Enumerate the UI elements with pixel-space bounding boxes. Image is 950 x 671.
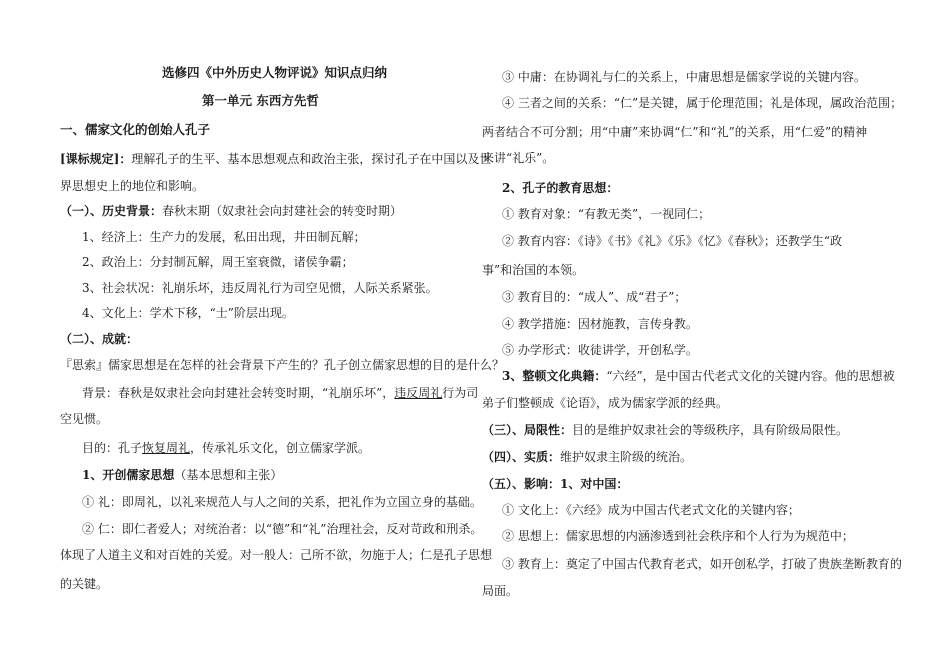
section-heading-confucius: 一、儒家文化的创始人孔子 bbox=[60, 122, 211, 137]
unit-heading: 第一单元 东西方先哲 bbox=[202, 93, 319, 108]
relation-item-cont: 两者结合不可分割；用“中庸”来协调“仁”和“礼”的关系，用“仁爱”的精神 bbox=[482, 125, 868, 139]
limitation bbox=[482, 422, 848, 438]
relation-item-cont: 来讲“礼乐”。 bbox=[482, 151, 555, 165]
thought-heading-note: （基本思想和主张） bbox=[174, 468, 283, 482]
classics-heading: 3、整顿文化典籍： bbox=[502, 369, 607, 383]
background-text: 春秋末期（奴隶社会向封建社会的转变时期） bbox=[162, 204, 403, 218]
education-item: ④ 教学措施：因材施教，言传身教。 bbox=[502, 317, 698, 331]
ren-item-cont: 体现了人道主义和对百姓的关爱。对一般人：己所不欲，勿施于人；仁是孔子思想 bbox=[60, 548, 493, 562]
thought-heading-label: 1、开创儒家思想 bbox=[82, 468, 175, 482]
education-item: ② 教育内容：《诗》《书》《礼》《乐》《忆》《春秋》；还教学生“政 bbox=[502, 234, 842, 248]
background-item: 1、经济上：生产力的发展，私田出现，井田制瓦解； bbox=[82, 230, 366, 244]
think-question: 『思索』儒家思想是在怎样的社会背景下产生的？孔子创立儒家思想的目的是什么？ bbox=[60, 358, 505, 372]
background-item: 4、文化上：学术下移，“士”阶层出现。 bbox=[82, 306, 294, 320]
influence-item: ③ 教育上：奠定了中国古代教育老式，如开创私学，打破了贵族垄断教育的 bbox=[502, 557, 902, 571]
influence-heading: （五）、影响：1、对中国： bbox=[482, 477, 629, 491]
zhongyong-item: ③ 中庸：在协调礼与仁的关系上，中庸思想是儒家学说的关键内容。 bbox=[502, 70, 866, 84]
answer-text: 行为司 bbox=[442, 386, 479, 400]
education-item: ⑤ 办学形式：收徒讲学，开创私学。 bbox=[502, 343, 698, 357]
purpose-answer bbox=[82, 440, 370, 456]
curriculum-tag: [课标规定]： bbox=[60, 152, 132, 166]
essence bbox=[482, 449, 692, 465]
ren-item: ② 仁：即仁者爱人；对统治者：以“德”和“礼”治理社会，反对苛政和刑杀。 bbox=[82, 522, 483, 536]
essence-text: 维护奴隶主阶级的统治。 bbox=[560, 450, 693, 464]
limitation-heading: （三）、局限性： bbox=[482, 423, 573, 437]
classics-item bbox=[502, 368, 895, 384]
answer-text: 背景：春秋是奴隶社会向封建社会转变时期，“礼崩乐坏”， bbox=[82, 386, 395, 400]
achievement-heading: （二）、成就： bbox=[60, 332, 139, 346]
historical-background bbox=[60, 203, 402, 219]
limitation-text: 目的是维护奴隶社会的等级秩序，具有阶级局限性。 bbox=[572, 423, 849, 437]
thought-heading bbox=[82, 467, 282, 483]
essence-heading: （四）、实质： bbox=[482, 450, 561, 464]
education-heading: 2、孔子的教育思想： bbox=[502, 181, 619, 195]
underlined-term: 恢复周礼 bbox=[142, 441, 191, 455]
curriculum-text-cont: 界思想史上的地位和影响。 bbox=[60, 179, 205, 193]
relation-item: ④ 三者之间的关系：“仁”是关键，属于伦理范围；礼是体现，属政治范围； bbox=[502, 96, 903, 110]
classics-text: “六经”，是中国古代老式文化的关键内容。他的思想被 bbox=[606, 369, 895, 383]
background-answer-cont: 空见惯。 bbox=[60, 412, 109, 426]
underlined-term: 违反周礼 bbox=[394, 386, 443, 400]
li-item: ① 礼：即周礼，以礼来规范人与人之间的关系，把礼作为立国立身的基础。 bbox=[82, 495, 482, 509]
influence-item-cont: 局面。 bbox=[482, 584, 519, 598]
background-item: 3、社会状况：礼崩乐坏，违反周礼行为司空见惯，人际关系紧张。 bbox=[82, 281, 438, 295]
answer-text: 目的：孔子 bbox=[82, 441, 143, 455]
background-heading: （一）、历史背景： bbox=[60, 204, 163, 218]
classics-item-cont: 弟子们整顿成《论语》，成为儒家学派的经典。 bbox=[482, 396, 729, 410]
background-answer bbox=[82, 385, 478, 401]
document-title: 选修四《中外历史人物评说》知识点归纳 bbox=[162, 65, 388, 80]
education-item: ① 教育对象：“有教无类”，一视同仁； bbox=[502, 207, 711, 221]
influence-item: ② 思想上：儒家思想的内涵渗透到社会秩序和个人行为为规范中； bbox=[502, 529, 854, 543]
education-item: ③ 教育目的：“成人”、成“君子”； bbox=[502, 290, 687, 304]
education-item-cont: 事”和治国的本领。 bbox=[482, 263, 585, 277]
background-item: 2、政治上：分封制瓦解，周王室衰微，诸侯争霸； bbox=[82, 255, 354, 269]
curriculum-requirement bbox=[60, 151, 491, 167]
curriculum-text: 理解孔子的生平、基本思想观点和政治主张，探讨孔子在中国以及世 bbox=[131, 152, 492, 166]
influence-item: ① 文化上：《六经》成为中国古代老式文化的关键内容； bbox=[502, 503, 800, 517]
answer-text: ，传承礼乐文化，创立儒家学派。 bbox=[190, 441, 371, 455]
ren-item-cont: 的关键。 bbox=[60, 577, 109, 591]
